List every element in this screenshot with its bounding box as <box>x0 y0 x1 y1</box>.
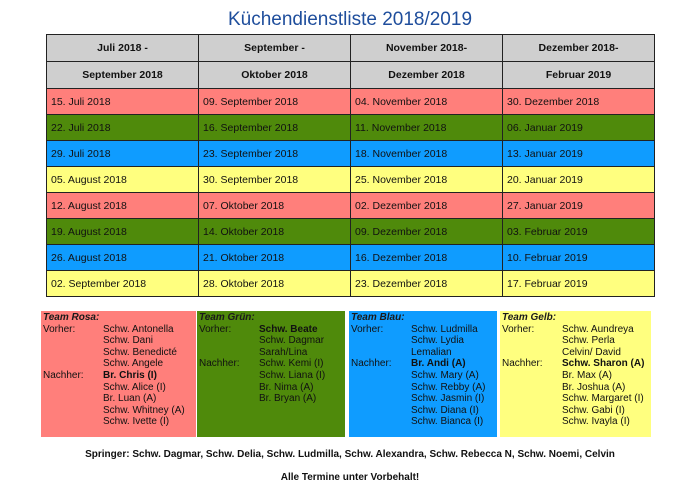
team-member-row <box>351 405 495 417</box>
date-cell: 02. Dezember 2018 <box>351 193 503 219</box>
team-name: Team Blau: <box>351 312 405 323</box>
member-name: Br. Andi (A) <box>411 358 466 370</box>
team-member-row <box>43 393 194 405</box>
shift-label: Vorher: <box>199 323 232 335</box>
date-cell: 03. Februar 2019 <box>503 219 655 245</box>
date-cell: 17. Februar 2019 <box>503 271 655 297</box>
date-cell: 20. Januar 2019 <box>503 167 655 193</box>
team-member-row <box>351 416 495 428</box>
team-member-row <box>43 358 194 370</box>
header-cell: Juli 2018 - <box>47 35 199 62</box>
member-name: Schw. Dagmar <box>259 335 325 347</box>
shift-label: Vorher: <box>351 323 384 335</box>
schedule-row <box>47 193 655 219</box>
date-cell: 30. Dezember 2018 <box>503 89 655 115</box>
header-cell: Februar 2019 <box>503 62 655 89</box>
date-cell: 18. November 2018 <box>351 141 503 167</box>
date-cell: 06. Januar 2019 <box>503 115 655 141</box>
date-cell: 26. August 2018 <box>47 245 199 271</box>
team-member-row <box>502 416 649 428</box>
member-name: Schw. Kemi (I) <box>259 358 324 370</box>
schedule-row <box>47 219 655 245</box>
member-name: Schw. Ivette (I) <box>103 416 170 428</box>
team-member-row <box>351 382 495 394</box>
header-row-from <box>47 35 655 62</box>
date-cell: 16. Dezember 2018 <box>351 245 503 271</box>
header-cell: Dezember 2018 <box>351 62 503 89</box>
team-member-row <box>199 382 343 394</box>
team-member-row <box>199 358 343 370</box>
team-member-row <box>351 324 495 336</box>
date-cell: 30. September 2018 <box>199 167 351 193</box>
member-name: Schw. Diana (I) <box>411 404 479 416</box>
member-name: Sarah/Lina <box>259 346 308 358</box>
springer-note: Springer: Schw. Dagmar, Schw. Delia, Schw. Ludmilla, Schw. Alexandra, Schw. Rebecca N, Schw. Noemi, Celvin <box>85 449 615 460</box>
team-member-row <box>351 358 495 370</box>
member-name: Schw. Liana (I) <box>259 369 326 381</box>
shift-label: Vorher: <box>502 323 535 335</box>
date-cell: 16. September 2018 <box>199 115 351 141</box>
team-member-row <box>351 347 495 359</box>
member-name: Br. Bryan (A) <box>259 393 317 405</box>
team-member-row <box>351 335 495 347</box>
team-name: Team Rosa: <box>43 312 100 323</box>
member-name: Schw. Benedicté <box>103 346 177 358</box>
header-cell: November 2018- <box>351 35 503 62</box>
member-name: Lemalian <box>411 346 452 358</box>
date-cell: 02. September 2018 <box>47 271 199 297</box>
date-cell: 23. Dezember 2018 <box>351 271 503 297</box>
member-name: Schw. Dani <box>103 335 154 347</box>
date-cell: 22. Juli 2018 <box>47 115 199 141</box>
team-name: Team Gelb: <box>502 312 557 323</box>
member-name: Schw. Rebby (A) <box>411 381 486 393</box>
member-name: Schw. Perla <box>562 335 615 347</box>
team-member-row <box>502 382 649 394</box>
date-cell: 09. Dezember 2018 <box>351 219 503 245</box>
date-cell: 15. Juli 2018 <box>47 89 199 115</box>
team-member-row <box>199 324 343 336</box>
team-member-row <box>43 382 194 394</box>
schedule-row <box>47 141 655 167</box>
member-name: Schw. Bianca (I) <box>411 416 484 428</box>
header-cell: September 2018 <box>47 62 199 89</box>
team-member-row <box>43 405 194 417</box>
member-name: Br. Nima (A) <box>259 381 314 393</box>
date-cell: 21. Oktober 2018 <box>199 245 351 271</box>
date-cell: 07. Oktober 2018 <box>199 193 351 219</box>
member-name: Celvin/ David <box>562 346 621 358</box>
team-member-row <box>43 324 194 336</box>
date-cell: 28. Oktober 2018 <box>199 271 351 297</box>
team-gelb <box>500 311 651 437</box>
header-cell: Dezember 2018- <box>503 35 655 62</box>
page-title: Küchendienstliste 2018/2019 <box>227 9 473 30</box>
team-member-row <box>199 370 343 382</box>
member-name: Schw. Ivayla (I) <box>562 416 630 428</box>
member-name: Schw. Aundreya <box>562 323 634 335</box>
date-cell: 19. August 2018 <box>47 219 199 245</box>
date-cell: 09. September 2018 <box>199 89 351 115</box>
team-member-row <box>502 405 649 417</box>
member-name: Schw. Angele <box>103 358 164 370</box>
date-cell: 23. September 2018 <box>199 141 351 167</box>
member-name: Schw. Alice (I) <box>103 381 166 393</box>
schedule-row <box>47 115 655 141</box>
member-name: Schw. Margaret (I) <box>562 393 644 405</box>
team-member-row <box>502 393 649 405</box>
team-member-row <box>502 370 649 382</box>
team-blau <box>349 311 497 437</box>
member-name: Schw. Gabi (I) <box>562 404 625 416</box>
date-cell: 25. November 2018 <box>351 167 503 193</box>
member-name: Br. Luan (A) <box>103 393 157 405</box>
member-name: Schw. Mary (A) <box>411 369 479 381</box>
disclaimer-note: Alle Termine unter Vorbehalt! <box>280 472 420 483</box>
schedule-row <box>47 271 655 297</box>
team-rosa <box>41 311 196 437</box>
member-name: Br. Max (A) <box>562 369 613 381</box>
date-cell: 11. November 2018 <box>351 115 503 141</box>
team-member-row <box>351 370 495 382</box>
team-member-row <box>43 370 194 382</box>
shift-label: Nachher: <box>199 358 240 370</box>
schedule-row <box>47 245 655 271</box>
member-name: Br. Chris (I) <box>103 369 157 381</box>
member-name: Schw. Ludmilla <box>411 323 478 335</box>
member-name: Schw. Lydia <box>411 335 464 347</box>
shift-label: Nachher: <box>502 358 543 370</box>
team-member-row <box>351 393 495 405</box>
shift-label: Nachher: <box>351 358 392 370</box>
team-member-row <box>43 416 194 428</box>
header-cell: September - <box>199 35 351 62</box>
team-member-row <box>43 335 194 347</box>
team-member-row <box>502 358 649 370</box>
header-row-to <box>47 62 655 89</box>
date-cell: 27. Januar 2019 <box>503 193 655 219</box>
team-member-row <box>199 393 343 405</box>
member-name: Schw. Whitney (A) <box>103 404 185 416</box>
member-name: Schw. Jasmin (I) <box>411 393 485 405</box>
schedule-row <box>47 89 655 115</box>
date-cell: 14. Oktober 2018 <box>199 219 351 245</box>
team-name: Team Grün: <box>199 312 255 323</box>
team-gruen <box>197 311 345 437</box>
header-cell: Oktober 2018 <box>199 62 351 89</box>
date-cell: 12. August 2018 <box>47 193 199 219</box>
date-cell: 13. Januar 2019 <box>503 141 655 167</box>
member-name: Schw. Beate <box>259 323 318 335</box>
team-member-row <box>43 347 194 359</box>
team-member-row <box>502 324 649 336</box>
shift-label: Vorher: <box>43 323 76 335</box>
teams-section <box>0 311 700 437</box>
team-member-row <box>502 347 649 359</box>
team-member-row <box>199 335 343 347</box>
schedule-table <box>46 34 655 297</box>
member-name: Schw. Sharon (A) <box>562 358 645 370</box>
date-cell: 04. November 2018 <box>351 89 503 115</box>
member-name: Br. Joshua (A) <box>562 381 626 393</box>
member-name: Schw. Antonella <box>103 323 174 335</box>
date-cell: 05. August 2018 <box>47 167 199 193</box>
shift-label: Nachher: <box>43 369 84 381</box>
date-cell: 10. Februar 2019 <box>503 245 655 271</box>
team-member-row <box>502 335 649 347</box>
schedule-row <box>47 167 655 193</box>
date-cell: 29. Juli 2018 <box>47 141 199 167</box>
team-member-row <box>199 347 343 359</box>
